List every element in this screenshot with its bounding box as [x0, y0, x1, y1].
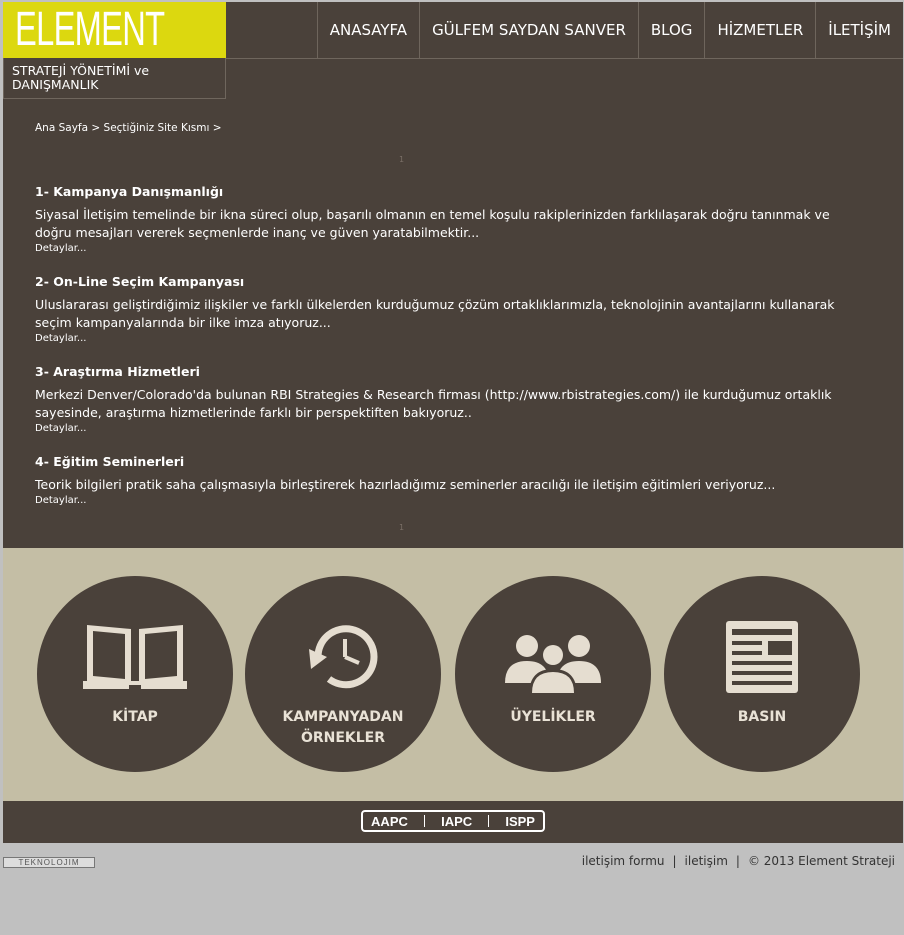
- header: [3, 2, 903, 92]
- nav-blog[interactable]: BLOG: [638, 2, 705, 58]
- service-text: Uluslararası geliştirdiğimiz ilişkiler ve farklı ülkelerden kurduğumuz çözüm ortaklıklarımızla, teknolojinin avantajlarını kullanarak seçim kampanyalarında bir ilke imza atıyoruz...: [35, 297, 835, 330]
- badge-divider: [488, 815, 489, 827]
- service-title: 4- Eğitim Seminerleri: [35, 454, 185, 469]
- circle-memberships[interactable]: [455, 576, 651, 772]
- details-link[interactable]: Detaylar...: [35, 423, 87, 434]
- service-text: Siyasal İletişim temelinde bir ikna süreci olup, başarılı olmanın en temel koşulu rakiplerinizden farklılaşarak doğru tanınmak ve doğru mesajları vererek seçmenlerde inanç ve güven yaratabilmektir...: [35, 207, 830, 240]
- circle-label: KİTAP: [112, 709, 158, 725]
- service-title: 3- Araştırma Hizmetleri: [35, 364, 200, 379]
- service-text: Merkezi Denver/Colorado'da bulunan RBI Strategies & Research firması (http://www.rbistrategies.com/) ile kurduğumuz ortaklık sayesinde, araştırma hizmetlerinde farklı bir perspektiften bakıyoruz..: [35, 387, 832, 420]
- nav-services[interactable]: HİZMETLER: [704, 2, 815, 58]
- circle-campaign-examples[interactable]: [245, 576, 441, 772]
- details-link[interactable]: Detaylar...: [35, 495, 87, 506]
- footer-link-contact[interactable]: iletişim: [684, 854, 728, 868]
- membership-badges: [3, 801, 903, 843]
- circle-press[interactable]: [664, 576, 860, 772]
- footer-divider: |: [735, 854, 740, 868]
- circle-book[interactable]: [37, 576, 233, 772]
- service-text: Teorik bilgileri pratik saha çalışmasıyla birleştirerek hazırladığımız seminerler aracılığı ile iletişim eğitimleri veriyoruz...: [35, 477, 776, 492]
- logo-text: ELEMENT: [15, 3, 165, 56]
- circle-label: ÜYELİKLER: [510, 709, 596, 725]
- logo[interactable]: [3, 2, 226, 58]
- tagline-line1: STRATEJİ YÖNETİMİ ve: [12, 63, 150, 78]
- tagline: [3, 58, 226, 99]
- service-title: 1- Kampanya Danışmanlığı: [35, 184, 224, 199]
- footer-divider: |: [672, 854, 677, 868]
- nav-contact[interactable]: İLETİŞİM: [815, 2, 903, 58]
- details-link[interactable]: Detaylar...: [35, 243, 87, 254]
- teknolojim-logo[interactable]: TEKNOLOJIM: [3, 857, 95, 868]
- service-item: [35, 364, 845, 434]
- badge-aapc: AAPC: [371, 813, 408, 829]
- service-item: [35, 184, 845, 254]
- history-clock-icon: [289, 621, 397, 693]
- service-item: [35, 274, 845, 344]
- details-link[interactable]: Detaylar...: [35, 333, 87, 344]
- group-icon: [499, 621, 607, 693]
- badge-iapc: IAPC: [441, 813, 473, 829]
- footer: [0, 850, 904, 874]
- main-content: [3, 58, 903, 548]
- newspaper-icon: [708, 621, 816, 693]
- pager-top[interactable]: 1: [399, 155, 405, 164]
- service-item: [35, 454, 845, 506]
- site-wrapper: [3, 2, 903, 843]
- book-icon: [81, 621, 189, 693]
- breadcrumb: Ana Sayfa > Seçtiğiniz Site Kısmı >: [35, 122, 222, 134]
- badge-strip[interactable]: [361, 810, 545, 832]
- feature-circles: [3, 548, 903, 801]
- nav-gulfem-saydan-sanver[interactable]: GÜLFEM SAYDAN SANVER: [419, 2, 638, 58]
- circle-label: BASIN: [737, 709, 787, 725]
- badge-divider: [424, 815, 425, 827]
- copyright: © 2013 Element Strateji: [747, 854, 895, 868]
- badge-ispp: ISPP: [505, 813, 535, 829]
- tagline-line2: DANIŞMANLIK: [12, 77, 99, 92]
- main-nav: [317, 2, 903, 58]
- footer-links: [582, 854, 895, 868]
- circle-label: KAMPANYADAN ÖRNEKLER: [282, 709, 404, 746]
- service-title: 2- On-Line Seçim Kampanyası: [35, 274, 245, 289]
- nav-home[interactable]: ANASAYFA: [317, 2, 419, 58]
- pager-bottom[interactable]: 1: [399, 523, 405, 532]
- footer-link-contact-form[interactable]: iletişim formu: [581, 854, 665, 868]
